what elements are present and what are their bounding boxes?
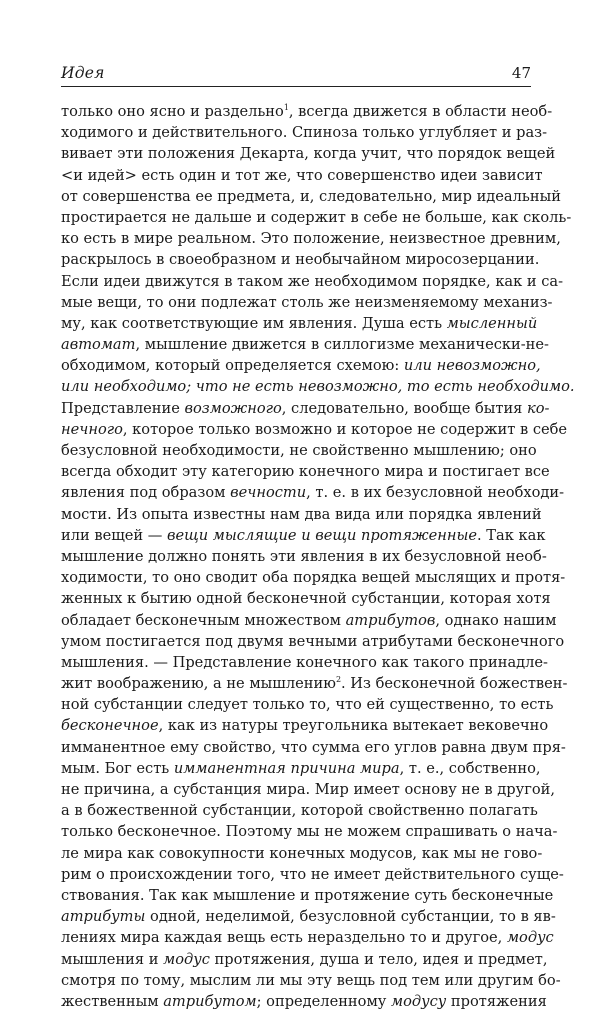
text-line — [61, 821, 558, 842]
text-line — [61, 588, 551, 609]
italic-text: мысленный — [446, 314, 538, 332]
text-line — [61, 800, 538, 821]
text-run: обладает бесконечным множеством — [61, 611, 346, 629]
italic-text: вечности — [230, 484, 307, 502]
text-run: мышление должно понять эти явления в их безусловной необ- — [61, 547, 547, 565]
body-text — [61, 101, 575, 1012]
text-run: имманентное ему свойство, что сумма его углов равна двум пря- — [61, 738, 566, 756]
text-line — [61, 843, 543, 864]
text-line — [61, 207, 572, 228]
page-number: 47 — [511, 64, 531, 82]
italic-text: или невозможно, — [403, 357, 541, 375]
text-run: раскрылось в своеобразном и необычайном миросозерцании. — [61, 251, 540, 269]
text-line — [61, 313, 538, 334]
text-line — [61, 546, 547, 567]
italic-text: бесконечное — [61, 717, 159, 735]
text-run: женных к бытию одной бесконечной субстанции, которая хотя — [61, 590, 551, 608]
footnote-marker: 2 — [335, 675, 342, 685]
text-run: . Так как — [477, 526, 546, 544]
text-run: , мышление движется в силлогизме механически-не- — [135, 336, 549, 354]
text-run: , всегда движется в области необ- — [288, 103, 553, 120]
text-line — [61, 567, 566, 588]
text-line — [61, 355, 541, 376]
text-run: мышления и — [61, 950, 164, 968]
text-line — [61, 610, 557, 631]
text-run: , которое только возможно и которое не содержит в себе — [122, 420, 568, 438]
italic-text: ко- — [527, 399, 550, 417]
text-run: <и идей> есть один и тот же, что совершенство идеи зависит — [61, 166, 543, 184]
text-run: , следовательно, вообще бытия — [281, 399, 528, 417]
text-run: протяжения, душа и тело, идея и предмет, — [209, 950, 548, 968]
italic-text: модус — [163, 950, 210, 968]
running-head — [61, 64, 531, 86]
text-line — [61, 419, 568, 440]
text-line — [61, 991, 547, 1012]
text-run: умом постигается под двумя вечными атрибутами бесконечного — [61, 632, 565, 650]
text-run: безусловной необходимости, не свойственно мышлению; оно — [61, 442, 537, 459]
text-line — [61, 228, 561, 249]
text-line — [61, 165, 543, 186]
text-run: рим о происхождении того, что не имеет действительного суще- — [61, 865, 564, 883]
italic-text: вещи мыслящие и вещи протяженные — [167, 526, 478, 544]
text-run: ствования. Так как мышление и протяжение суть бесконечные — [61, 886, 554, 904]
text-line — [61, 101, 553, 122]
text-run: жественным — [61, 992, 164, 1010]
text-run: обходимом, который определяется схемою: — [61, 357, 404, 375]
text-run: а в божественной субстанции, которой свойственно полагать — [61, 802, 538, 820]
text-line — [61, 334, 549, 355]
text-line — [61, 122, 548, 143]
text-line — [61, 737, 566, 758]
text-run: ко есть в мире реальном. Это положение, неизвестное древним, — [61, 230, 561, 248]
italic-text: атрибутом — [163, 992, 257, 1010]
text-run: простирается не дальше и содержит в себе не больше, как сколь- — [61, 208, 572, 226]
text-line — [61, 927, 554, 948]
text-line — [61, 631, 565, 652]
text-run: лениях мира каждая вещь есть нераздельно то и другое, — [61, 929, 507, 947]
text-line — [61, 673, 568, 694]
text-line — [61, 715, 549, 736]
text-run: ле мира как совокупности конечных модусов, как мы не гово- — [61, 844, 543, 862]
text-run: смотря по тому, мыслим ли мы эту вещь под тем или другим бо- — [61, 971, 561, 989]
italic-text: автомат — [61, 336, 136, 354]
text-run: одной, неделимой, безусловной субстанции, то в яв- — [145, 908, 556, 926]
text-run: мым. Бог есть — [61, 759, 174, 777]
text-line — [61, 482, 565, 503]
text-line — [61, 885, 554, 906]
text-run: мости. Из опыта известны нам два вида или порядка явлений — [61, 505, 542, 523]
text-line — [61, 949, 548, 970]
text-line — [61, 652, 548, 673]
footnote-marker: 1 — [283, 103, 289, 112]
text-run: протяжения — [446, 992, 547, 1010]
text-line — [61, 525, 546, 546]
text-line — [61, 461, 550, 482]
text-run: , как из натуры треугольника вытекает вековечно — [158, 717, 549, 735]
text-run: не причина, а субстанция мира. Мир имеет основу не в другой, — [61, 781, 555, 798]
text-line — [61, 440, 537, 461]
text-line — [61, 864, 564, 885]
text-line — [61, 271, 564, 292]
italic-text: модусу — [391, 992, 447, 1010]
text-run: жит воображению, а не мышлению — [61, 675, 336, 693]
italic-text: имманентная причина мира — [173, 759, 400, 777]
text-run: ходимости, то оно сводит оба порядка вещей мыслящих и протя- — [61, 569, 566, 587]
italic-text: или необходимо; что не есть невозможно, то есть необходимо. — [61, 378, 575, 396]
text-run: явления под образом — [61, 484, 231, 502]
text-run: ной субстанции следует только то, что ей существенно, то есть — [61, 696, 554, 714]
text-run: только бесконечное. Поэтому мы не можем спрашивать о нача- — [61, 823, 558, 841]
text-run: ; определенному — [256, 992, 392, 1010]
italic-text: атрибутов — [345, 611, 436, 629]
running-head-title: Идея — [61, 64, 105, 82]
text-run: мые вещи, то они подлежат столь же неизменяемому механиз- — [61, 293, 553, 311]
text-run: , т. е. в их безусловной необходи- — [306, 484, 565, 502]
text-line — [61, 292, 553, 313]
text-run: , т. е., собственно, — [399, 759, 541, 777]
text-run: Если идеи движутся в таком же необходимом порядке, как и са- — [61, 272, 564, 290]
text-run: ходимого и действительного. Спиноза только углубляет и раз- — [61, 124, 548, 142]
text-line — [61, 779, 555, 800]
text-line — [61, 398, 550, 419]
text-run: вивает эти положения Декарта, когда учит, что порядок вещей — [61, 145, 556, 163]
text-line — [61, 186, 561, 207]
text-run: мышления. — Представление конечного как такого принадле- — [61, 653, 548, 671]
text-line — [61, 758, 541, 779]
italic-text: атрибуты — [61, 908, 146, 926]
text-line — [61, 504, 542, 525]
text-line — [61, 694, 554, 715]
text-line — [61, 970, 561, 991]
text-line — [61, 249, 540, 270]
text-run: му, как соответствующие им явления. Душа есть — [61, 314, 447, 332]
italic-text: модус — [506, 929, 554, 947]
text-run: Представление — [61, 399, 185, 417]
text-run: или вещей — — [61, 526, 168, 544]
text-run: только оно ясно и раздельно — [61, 103, 284, 120]
text-run: от совершенства ее предмета, и, следовательно, мир идеальный — [61, 187, 561, 205]
text-run: , однако нашим — [435, 611, 557, 629]
header-rule — [61, 86, 531, 87]
text-line — [61, 906, 556, 927]
italic-text: возможного — [184, 399, 282, 417]
text-line — [61, 143, 556, 164]
italic-text: нечного — [61, 420, 123, 438]
text-run: всегда обходит эту категорию конечного мира и постигает все — [61, 463, 550, 481]
text-run: . Из бесконечной божествен- — [341, 675, 568, 693]
text-line — [61, 376, 575, 397]
